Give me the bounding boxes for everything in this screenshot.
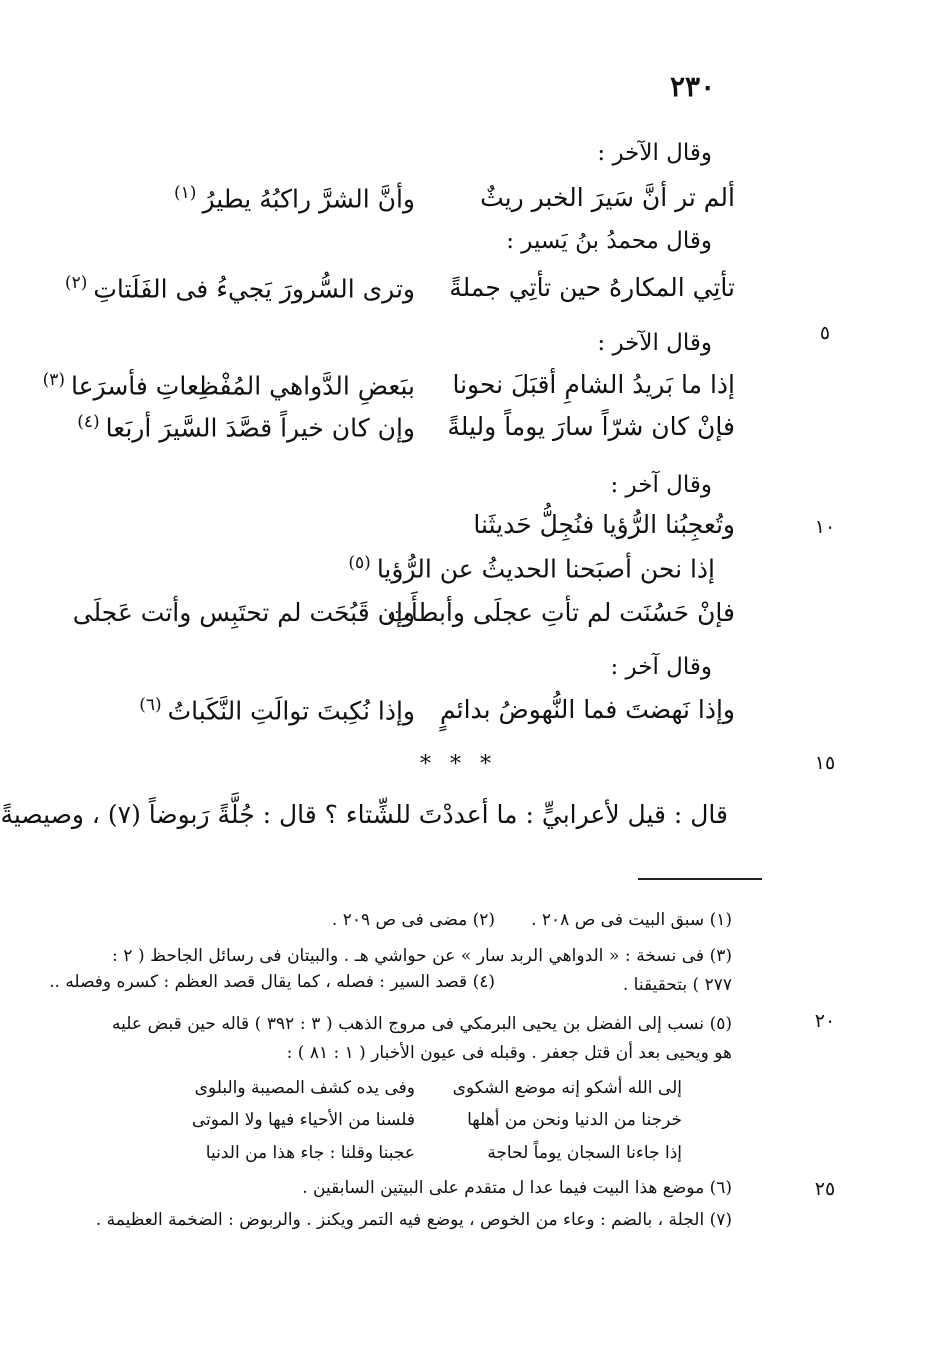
poem-intro: وقال محمدُ بنُ يَسير :: [506, 228, 712, 254]
footnote-verse-second: وفى يده كشف المصيبة والبلوى: [194, 1078, 415, 1098]
verse-first-hemistich: ألم تر أنَّ سَيرَ الخبر ريثٌ: [480, 183, 735, 212]
footnote-verse-first: إذا جاءنا السجان يوماً لحاجة: [487, 1143, 682, 1163]
verse-second-hemistich: وإن كان خيراً قصَّدَ السَّيرَ أربَعا$^{(٤)}$: [77, 412, 415, 443]
footnote-6: (٦) موضع هذا البيت فيما عدا ل متقدم على البيتين السابقين .: [302, 1178, 732, 1198]
verse-second-hemistich: ببَعضِ الدَّواهي المُفْظِعاتِ فأسرَعا$^{(٣)}$: [42, 370, 415, 401]
footnote-verse-first: إلى الله أشكو إنه موضع الشكوى: [452, 1078, 682, 1098]
verse-line: إذا نحن أصبَحنا الحديثُ عن الرُّؤيا$^{(٥)}$: [348, 553, 715, 584]
footnote-3: (٣) فى نسخة : « الدواهي الربد سار » عن حواشي هـ . والبيتان فى رسائل الجاحظ ( ٢ : ٢٧٧ ) بتحقيقنا .: [112, 946, 732, 995]
poem-intro: وقال الآخر :: [597, 140, 712, 166]
verse-second-hemistich: وإن قَبُحَت لم تحتَبِس وأتت عَجلَى: [72, 598, 415, 627]
line-number-10: ١٠: [814, 516, 836, 538]
footnote-ref: (٣): [42, 370, 66, 390]
footnote-rule: [638, 878, 762, 880]
verse-first-hemistich: وإذا نَهضتَ فما النُّهوضُ بدائمٍ: [439, 695, 735, 724]
line-number-25: ٢٥: [814, 1178, 836, 1200]
footnote-ref: (٢): [64, 273, 88, 293]
footnote-ref: (٤): [77, 412, 100, 432]
page-number: ٢٣٠: [670, 70, 716, 103]
footnote-verse-first: خرجنا من الدنيا ونحن من أهلها: [467, 1110, 682, 1130]
verse-second-hemistich: وترى السُّرورَ يَجيءُ فى الفَلَتاتِ$^{(٢)}$: [64, 273, 415, 304]
poem-intro: وقال آخر :: [610, 472, 712, 498]
poem-intro: وقال الآخر :: [597, 330, 712, 356]
verse-first-hemistich: تأتِي المكارهُ حين تأتِي جملةً: [449, 273, 735, 302]
verse-first-hemistich: فإنْ حَسُنَت لم تأتِ عجلَى وأبطأَت: [387, 598, 735, 627]
line-number-15: ١٥: [814, 752, 836, 774]
verse-line: وتُعجِبُنا الرُّؤيا فنُجِلُّ حَديثَنا: [473, 510, 735, 539]
line-number-20: ٢٠: [814, 1010, 836, 1032]
poem-intro: وقال آخر :: [610, 654, 712, 680]
footnote-verse-second: فلسنا من الأحياء فيها ولا الموتى: [191, 1110, 415, 1130]
verse-second-hemistich: وأنَّ الشرَّ راكبُهُ يطيرُ$^{(١)}$: [174, 183, 415, 214]
prose-line: قال : قيل لأعرابيٍّ : ما أعددْتَ للشِّتاء ؟ قال : جُلَّةً رَبوضاً (٧) ، وصيصيةً: [0, 800, 728, 829]
footnote-7: (٧) الجلة ، بالضم : وعاء من الخوص ، يوضع فيه التمر ويكنز . والربوض : الضخمة العظيمة .: [95, 1210, 732, 1230]
footnote-ref: (٦): [139, 695, 162, 715]
footnote-ref: (١): [174, 183, 197, 203]
footnote-verse-second: عجبنا وقلنا : جاء هذا من الدنيا: [205, 1143, 415, 1163]
verse-first-hemistich: فإنْ كان شرّاً سارَ يوماً وليلةً: [447, 412, 735, 441]
footnote-5: (٥) نسب إلى الفضل بن يحيى البرمكي فى مروج الذهب ( ٣ : ٣٩٢ ) قاله حين قبض عليه هو ويحيى بعد أن قتل جعفر . وقبله فى عيون الأخبار ( ١ : ٨١ ) :: [112, 1014, 732, 1063]
footnote-4: (٤) قصد السير : فصله ، كما يقال قصد العظم : كسره وفصله ..: [49, 972, 495, 992]
footnote-1: (١) سبق البيت فى ص ٢٠٨ .: [531, 910, 732, 930]
verse-first-hemistich: إذا ما بَريدُ الشامِ أقبَلَ نحونا: [452, 370, 735, 399]
footnote-ref: (٥): [348, 553, 371, 573]
line-number-5: ٥: [819, 322, 831, 344]
section-separator: * * *: [420, 752, 497, 777]
verse-second-hemistich: وإذا نُكِبتَ توالَتِ النَّكَباتُ$^{(٦)}$: [139, 695, 415, 726]
footnote-2: (٢) مضى فى ص ٢٠٩ .: [331, 910, 495, 930]
